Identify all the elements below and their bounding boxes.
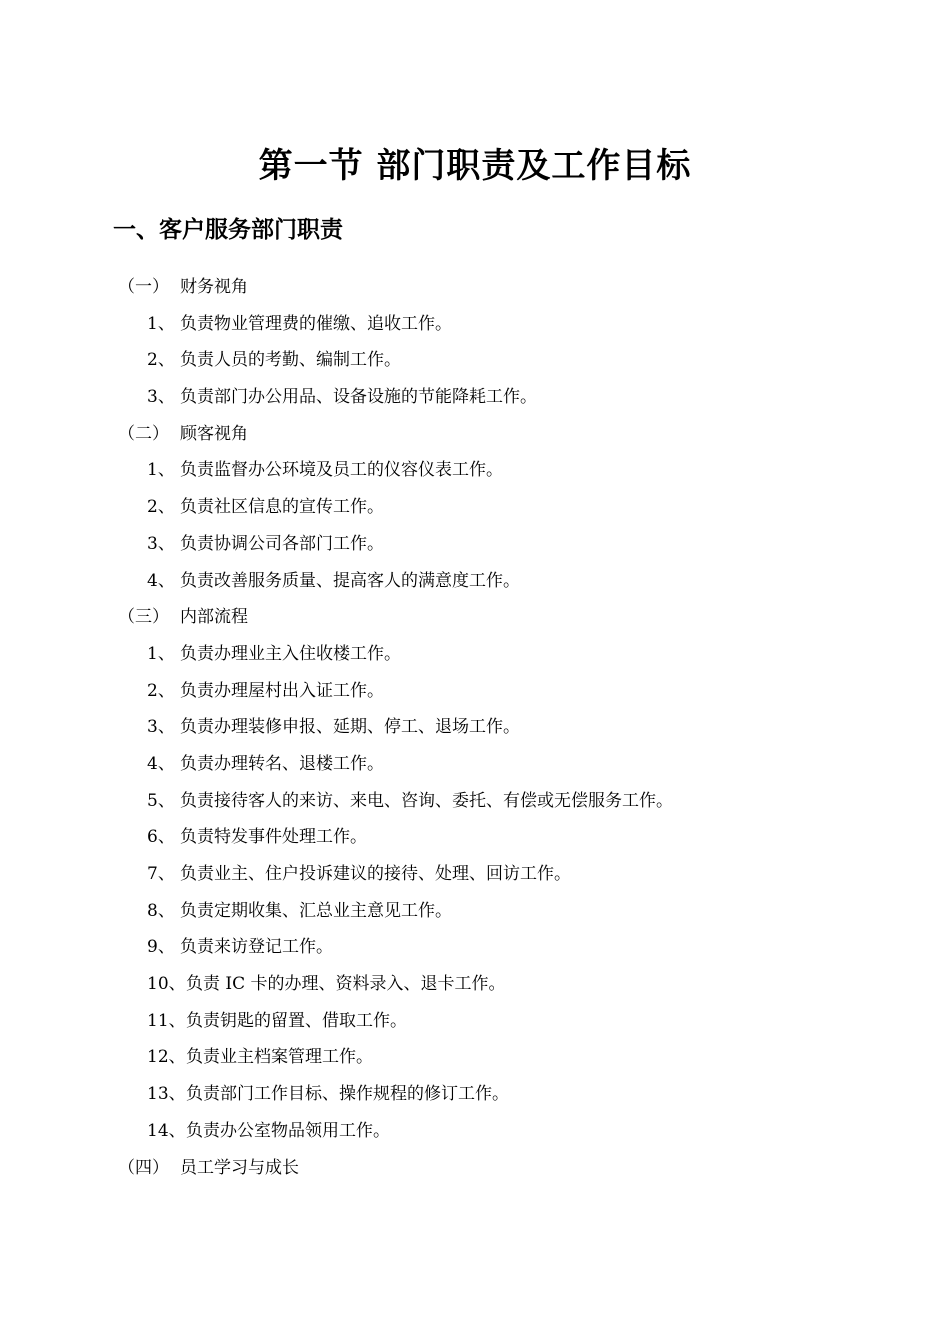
subsection-staff-growth: [0, 1150, 950, 1187]
subsection-number: （一）: [118, 277, 169, 297]
item-text: 负责社区信息的宣传工作。: [180, 497, 384, 518]
item-number: 3、: [147, 717, 175, 738]
subsection-label: 顾客视角: [180, 423, 248, 444]
list-item: [0, 673, 950, 710]
item-number: 8、: [147, 900, 175, 921]
item-number: 13、: [147, 1084, 186, 1105]
subsection-number: （三）: [118, 607, 169, 628]
item-number: 9、: [147, 937, 175, 958]
item-text: 负责钥匙的留置、借取工作。: [186, 1010, 407, 1031]
subsection-label: 内部流程: [180, 607, 248, 628]
item-text: 负责物业管理费的催缴、追收工作。: [180, 313, 452, 334]
item-text: 负责办理业主入住收楼工作。: [180, 643, 401, 664]
item-number: 10、: [147, 974, 186, 995]
list-item: [0, 489, 950, 526]
subsection-label: 财务视角: [180, 277, 248, 297]
list-item: [0, 709, 950, 746]
item-number: 1、: [147, 460, 175, 481]
list-item: [0, 1039, 950, 1076]
item-text: 负责办公室物品领用工作。: [186, 1120, 390, 1141]
list-item: [0, 966, 950, 1003]
item-number: 14、: [147, 1120, 186, 1141]
subsection-internal-process: [0, 599, 950, 636]
list-item: [0, 306, 950, 343]
item-text: 负责业主、住户投诉建议的接待、处理、回访工作。: [180, 864, 571, 884]
list-item: [0, 856, 950, 893]
item-number: 12、: [147, 1047, 186, 1068]
item-text: 负责部门办公用品、设备设施的节能降耗工作。: [180, 387, 537, 408]
list-item: [0, 819, 950, 856]
item-number: 1、: [147, 313, 175, 334]
item-text: 负责办理装修申报、延期、停工、退场工作。: [180, 717, 520, 738]
list-item: [0, 1003, 950, 1040]
list-item: [0, 783, 950, 820]
list-item: [0, 563, 950, 600]
item-number: 5、: [147, 790, 175, 811]
list-item: [0, 452, 950, 489]
item-text: 负责办理屋村出入证工作。: [180, 680, 384, 701]
item-number: 2、: [147, 680, 175, 701]
item-number: 4、: [147, 570, 175, 591]
item-number: 6、: [147, 827, 175, 848]
subsection-label: 员工学习与成长: [180, 1157, 299, 1178]
list-item: [0, 746, 950, 783]
item-text: 负责部门工作目标、操作规程的修订工作。: [186, 1084, 509, 1105]
subsection-number: （二）: [118, 423, 169, 444]
item-number: 11、: [147, 1010, 186, 1031]
list-item: [0, 1113, 950, 1150]
list-item: [0, 342, 950, 379]
list-item: [0, 893, 950, 930]
duty-list: [0, 269, 950, 1186]
item-text: 负责协调公司各部门工作。: [180, 533, 384, 554]
item-text: 负责业主档案管理工作。: [186, 1047, 373, 1068]
page-title: 第一节 部门职责及工作目标: [258, 146, 692, 186]
item-number: 3、: [147, 387, 175, 408]
list-item: [0, 526, 950, 563]
subsection-finance: [0, 269, 950, 306]
item-number: 2、: [147, 497, 175, 518]
list-item: [0, 636, 950, 673]
section-heading: 一、客户服务部门职责: [113, 217, 343, 243]
item-number: 7、: [147, 864, 175, 884]
item-number: 2、: [147, 350, 175, 371]
item-text: 负责 IC 卡的办理、资料录入、退卡工作。: [186, 974, 506, 995]
list-item: [0, 379, 950, 416]
item-text: 负责人员的考勤、编制工作。: [180, 350, 401, 371]
item-text: 负责监督办公环境及员工的仪容仪表工作。: [180, 460, 503, 481]
item-text: 负责接待客人的来访、来电、咨询、委托、有偿或无偿服务工作。: [180, 790, 673, 811]
list-item: [0, 929, 950, 966]
item-text: 负责办理转名、退楼工作。: [180, 753, 384, 774]
item-text: 负责来访登记工作。: [180, 937, 333, 958]
item-number: 1、: [147, 643, 175, 664]
list-item: [0, 1076, 950, 1113]
item-text: 负责定期收集、汇总业主意见工作。: [180, 900, 452, 921]
item-number: 4、: [147, 753, 175, 774]
item-text: 负责改善服务质量、提高客人的满意度工作。: [180, 570, 520, 591]
subsection-customer: [0, 416, 950, 453]
item-text: 负责特发事件处理工作。: [180, 827, 367, 848]
item-number: 3、: [147, 533, 175, 554]
subsection-number: （四）: [118, 1157, 169, 1178]
